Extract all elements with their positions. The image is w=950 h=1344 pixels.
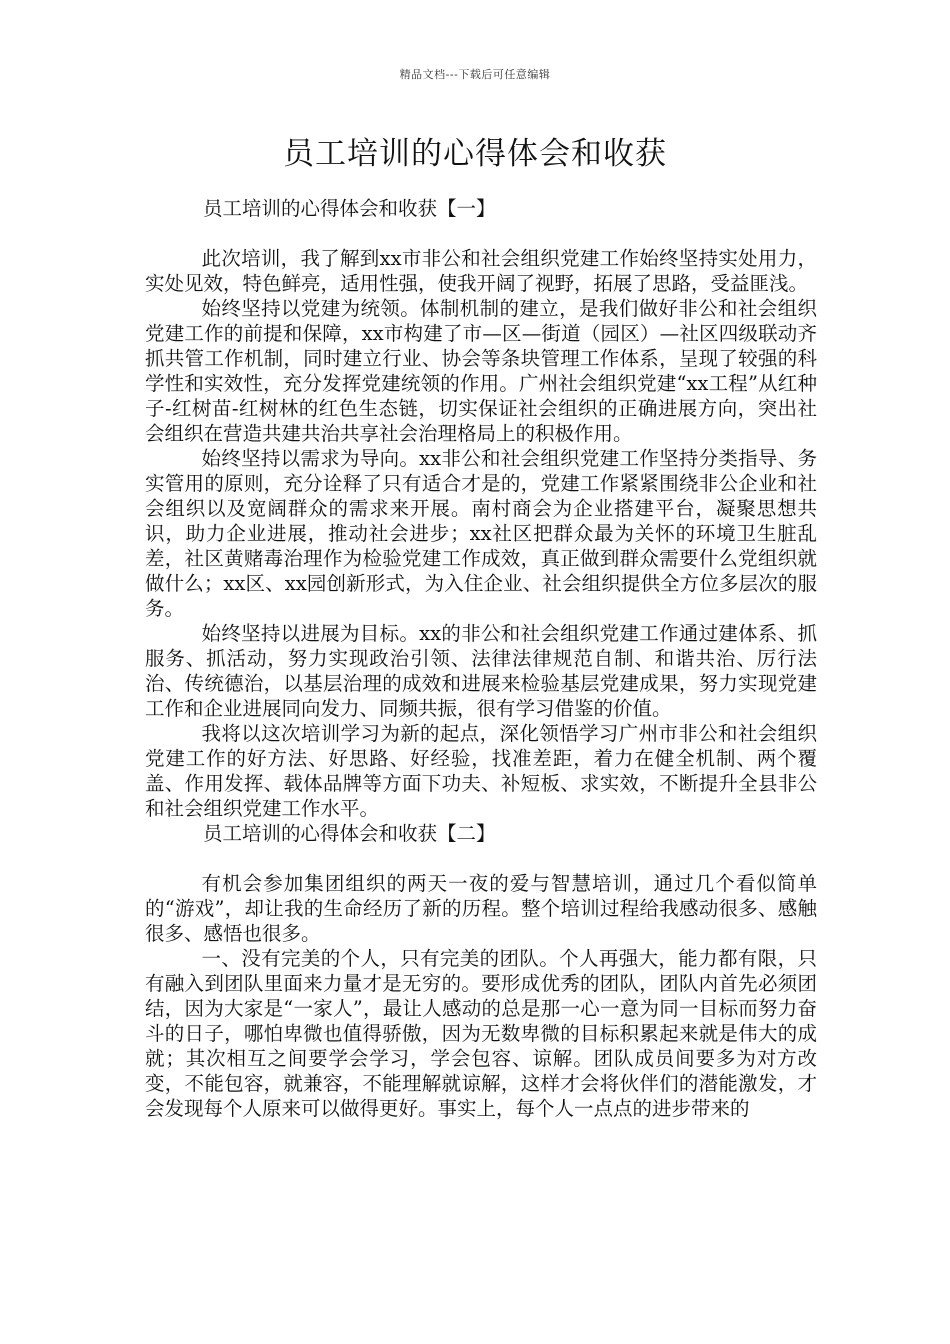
paragraph: 始终坚持以党建为统领。体制机制的建立，是我们做好非公和社会组织党建工作的前提和保障，xx市构建了市—区—街道（园区）—社区四级联动齐抓共管工作机制，同时建立行业、协会等条块管理工作体系，呈现了较强的科学性和实效性，充分发挥党建统领的作用。广州社会组织党建“xx工程”从红种子-红树苗-红树林的红色生态链，切实保证社会组织的正确进展方向，突出社会组织在营造共建共治共享社会治理格局上的积极作用。 bbox=[145, 297, 817, 445]
section-heading-1: 员工培训的心得体会和收获【一】 bbox=[203, 197, 496, 220]
spacer bbox=[145, 221, 817, 246]
paragraph: 一、没有完美的个人，只有完美的团队。个人再强大，能力都有限，只有融入到团队里面来力量才是无穷的。要形成优秀的团队，团队内首先必须团结，因为大家是“一家人”，最让人感动的总是那一心一意为同一目标而努力奋斗的日子，哪怕卑微也值得骄傲，因为无数卑微的目标积累起来就是伟大的成就；其次相互之间要学会学习，学会包容、谅解。团队成员间要多为对方改变，不能包容，就兼容，不能理解就谅解，这样才会将伙伴们的潜能激发，才会发现每个人原来可以做得更好。事实上，每个人一点点的进步带来的 bbox=[145, 947, 817, 1120]
paragraph: 始终坚持以进展为目标。xx的非公和社会组织党建工作通过建体系、抓服务、抓活动，努力实现政治引领、法律法律规范自制、和谐共治、厉行法治、传统德治，以基层治理的成效和进展来检验基层党建成果，努力实现党建工作和企业进展同向发力、同频共振，很有学习借鉴的价值。 bbox=[145, 622, 817, 720]
document-title: 员工培训的心得体会和收获 bbox=[283, 136, 667, 172]
document-body bbox=[145, 196, 817, 1121]
paragraph: 有机会参加集团组织的两天一夜的爱与智慧培训，通过几个看似简单的“游戏”，却让我的生命经历了新的历程。整个培训过程给我感动很多、感触很多、感悟也很多。 bbox=[145, 872, 817, 945]
section-heading-2: 员工培训的心得体会和收获【二】 bbox=[203, 822, 496, 845]
spacer bbox=[145, 846, 817, 871]
header-note: 精品文档---下载后可任意编辑 bbox=[399, 68, 551, 81]
paragraph: 此次培训，我了解到xx市非公和社会组织党建工作始终坚持实处用力，实处见效，特色鲜亮，适用性强，使我开阔了视野，拓展了思路，受益匪浅。 bbox=[145, 247, 817, 295]
paragraph: 始终坚持以需求为导向。xx非公和社会组织党建工作坚持分类指导、务实管用的原则，充分诠释了只有适合才是的，党建工作紧紧围绕非公企业和社会组织以及宽阔群众的需求来开展。南村商会为企业搭建平台，凝聚思想共识，助力企业进展，推动社会进步；xx社区把群众最为关怀的环境卫生脏乱差，社区黄赌毒治理作为检验党建工作成效，真正做到群众需要什么党组织就做什么；xx区、xx园创新形式，为入住企业、社会组织提供全方位多层次的服务。 bbox=[145, 447, 817, 620]
paragraph: 我将以这次培训学习为新的起点，深化领悟学习广州市非公和社会组织党建工作的好方法、好思路、好经验，找准差距，着力在健全机制、两个覆盖、作用发挥、载体品牌等方面下功夫、补短板、求实效，不断提升全县非公和社会组织党建工作水平。 bbox=[145, 722, 817, 820]
